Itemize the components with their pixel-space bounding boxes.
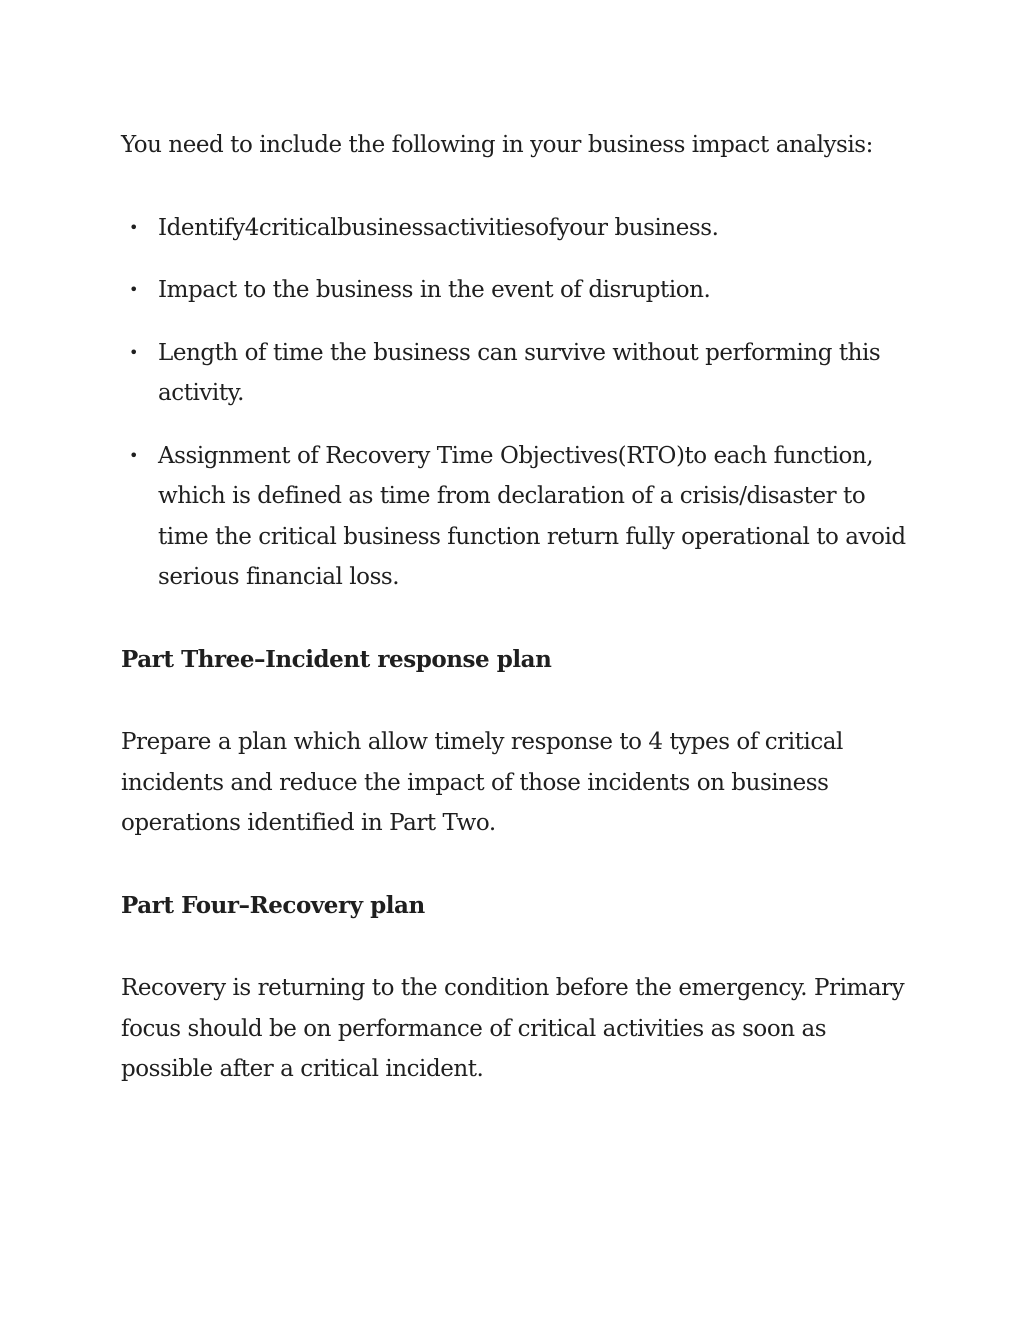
bullet-list [121,208,911,598]
intro-paragraph: You need to include the following in your business impact analysis: [121,132,873,158]
bullet-icon: • [129,342,138,362]
list-item-text: Identify4criticalbusinessactivitiesofyour business. [158,214,719,241]
list-item-text: Assignment of Recovery Time Objectives(RTO)to each function, which is defined as time from declaration of a crisis/disaster to time the critical business function return fully operational to avoid serious financial loss. [158,442,906,590]
document-page [121,125,911,1132]
list-item [121,270,911,311]
bullet-icon: • [129,280,138,299]
list-item-text: Length of time the business can survive without performing this activity. [158,339,881,406]
part-four-heading: Part Four–Recovery plan [121,891,425,919]
list-item [121,333,911,414]
part-three-heading: Part Three–Incident response plan [121,645,552,673]
part-four-paragraph: Recovery is returning to the condition before the emergency. Primary focus should be on performance of critical activities as soon as possible after a critical incident. [121,975,905,1082]
bullet-icon: • [129,445,138,465]
part-three-paragraph: Prepare a plan which allow timely response to 4 types of critical incidents and reduce the impact of those incidents on business operations identified in Part Two. [121,729,843,836]
bullet-icon: • [129,217,138,237]
list-item-text: Impact to the business in the event of disruption. [158,277,711,303]
list-item [121,208,911,249]
list-item [121,436,911,598]
